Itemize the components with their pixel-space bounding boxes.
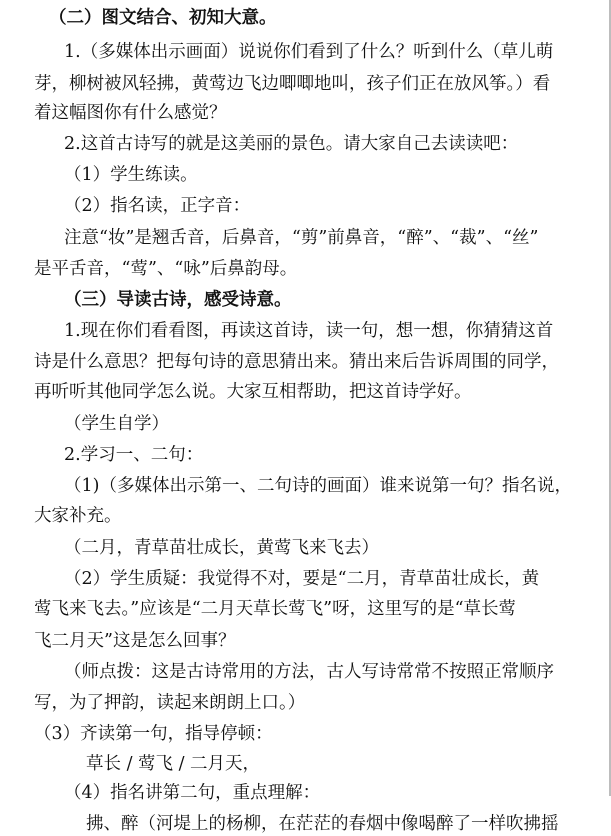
paragraph-line: （2）指名读，正字音：: [64, 196, 251, 216]
paragraph-line: 草长 / 莺飞 / 二月天，: [86, 754, 261, 774]
paragraph-line: 芽，柳树被风轻拂，黄莺边飞边唧唧地叫，孩子们正在放风筝。）看: [34, 74, 551, 94]
paragraph-line: 是平舌音，“莺”、“咏”后鼻韵母。: [34, 259, 298, 279]
paragraph-line: （3）齐读第一句，指导停顿：: [34, 724, 273, 744]
paragraph-line: 诗是什么意思？把每句诗的意思猜出来。猜出来后告诉周围的同学，: [34, 352, 559, 372]
section-heading-2: （二）图文结合、初知大意。: [49, 8, 277, 28]
paragraph-line: 着这幅图你有什么感觉？: [34, 103, 227, 123]
paragraph-line: 飞二月天”这是怎么回事？: [34, 631, 236, 651]
paragraph-line: 莺飞来飞去。”应该是“二月天草长莺飞”呀，这里写的是“草长莺: [34, 599, 517, 619]
paragraph-line: 注意“妆”是翘舌音，后鼻音，“剪”前鼻音，“醉”、“裁”、“丝”: [64, 228, 539, 248]
paragraph-line: 1.（多媒体出示画面）说说你们看到了什么？听到什么（草儿萌: [64, 42, 554, 62]
paragraph-line: （师点拨：这是古诗常用的方法，古人写诗常常不按照正常顺序: [64, 662, 554, 682]
paragraph-line: （2）学生质疑：我觉得不对，要是“二月，青草苗壮成长，黄: [64, 569, 540, 589]
paragraph-line: 拂、醉（河堤上的杨柳，在茫茫的春烟中像喝醉了一样吹拂摇: [86, 814, 559, 834]
paragraph-line: （学生自学）: [64, 414, 169, 434]
paragraph-line: 写，为了押韵，读起来朗朗上口。）: [34, 693, 306, 713]
paragraph-line: （4）指名讲第二句，重点理解：: [64, 783, 321, 803]
paragraph-line: 1.现在你们看看图，再读这首诗，读一句，想一想，你猜猜这首: [64, 321, 554, 341]
section-heading-3: （三）导读古诗，感受诗意。: [64, 290, 292, 310]
paragraph-line: 再听听其他同学怎么说。大家互相帮助，把这首诗学好。: [34, 382, 472, 402]
paragraph-line: 大家补充。: [34, 506, 122, 526]
paragraph-line: （1）学生练读。: [64, 165, 198, 185]
paragraph-line: 2.这首古诗写的就是这美丽的景色。请大家自己去读读吧：: [64, 134, 519, 154]
paragraph-line: 2.学习一、二句：: [64, 445, 204, 465]
paragraph-line: （1)（多媒体出示第一、二句诗的画面）谁来说第一句？指名说，: [64, 476, 572, 496]
paragraph-line: （二月，青草苗壮成长，黄莺飞来飞去）: [64, 538, 379, 558]
